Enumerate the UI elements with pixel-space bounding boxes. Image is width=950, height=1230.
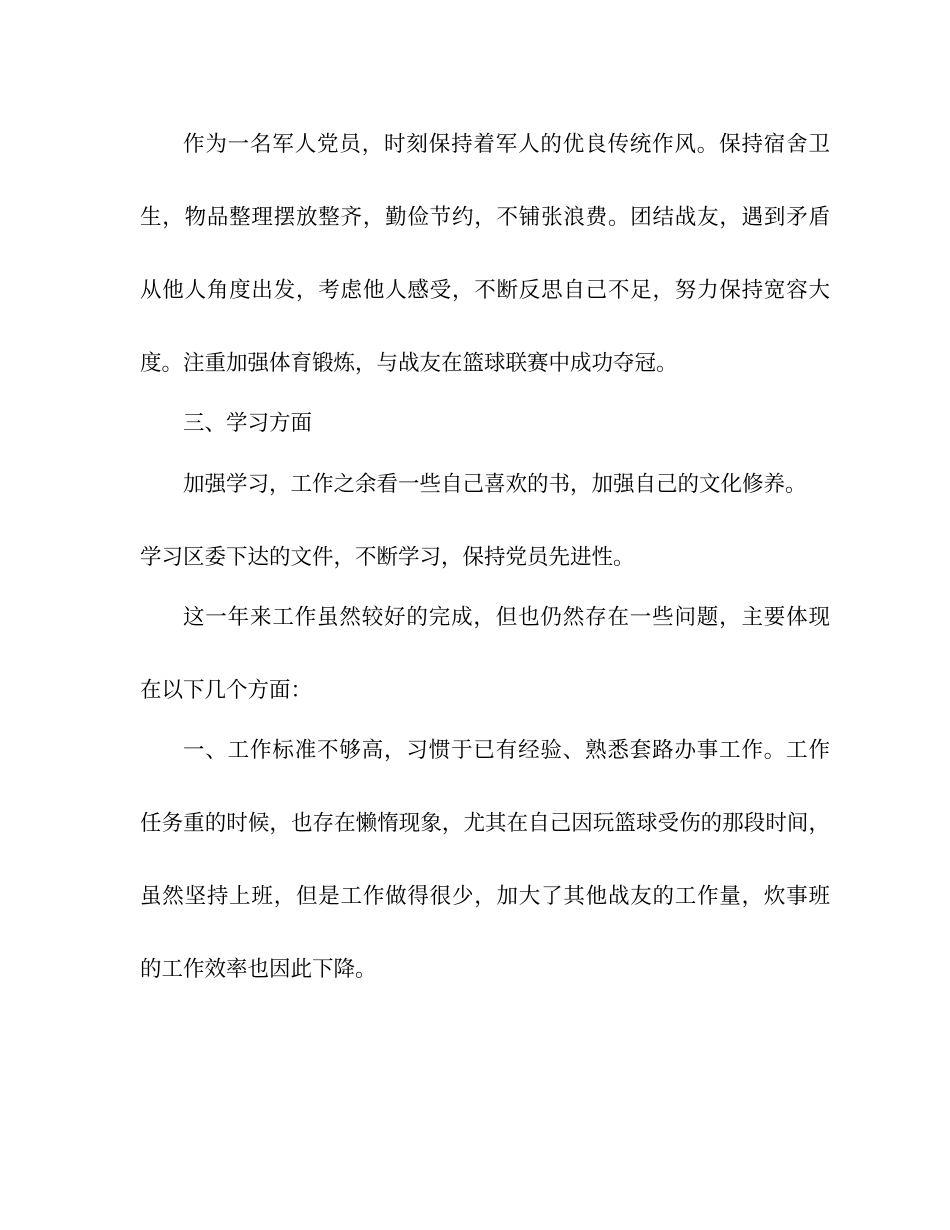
paragraph-2-line-1: 加强学习，工作之余看一些自己喜欢的书，加强自己的文化修养。 — [183, 472, 807, 497]
paragraph-1-line-3: 从他人角度出发，考虑他人感受，不断反思自己不足，努力保持宽容大 — [140, 278, 830, 303]
section-heading-study: 三、学习方面 — [183, 411, 313, 436]
paragraph-4-line-1: 一、工作标准不够高，习惯于已有经验、熟悉套路办事工作。工作 — [183, 738, 830, 763]
paragraph-4-line-3: 虽然坚持上班，但是工作做得很少，加大了其他战友的工作量，炊事班 — [140, 884, 830, 909]
paragraph-3-line-1: 这一年来工作虽然较好的完成，但也仍然存在一些问题，主要体现 — [183, 605, 830, 630]
paragraph-1-line-2: 生，物品整理摆放整齐，勤俭节约，不铺张浪费。团结战友，遇到矛盾 — [140, 205, 830, 230]
paragraph-4-line-4: 的工作效率也因此下降。 — [140, 957, 377, 982]
paragraph-1-line-4: 度。注重加强体育锻炼，与战友在篮球联赛中成功夺冠。 — [140, 351, 678, 376]
paragraph-1-line-1: 作为一名军人党员，时刻保持着军人的优良传统作风。保持宿舍卫 — [183, 132, 830, 157]
paragraph-2-line-2: 学习区委下达的文件，不断学习，保持党员先进性。 — [140, 545, 635, 570]
paragraph-3-line-2: 在以下几个方面： — [140, 678, 313, 703]
paragraph-4-line-2: 任务重的时候，也存在懒惰现象，尤其在自己因玩篮球受伤的那段时间， — [140, 811, 830, 836]
